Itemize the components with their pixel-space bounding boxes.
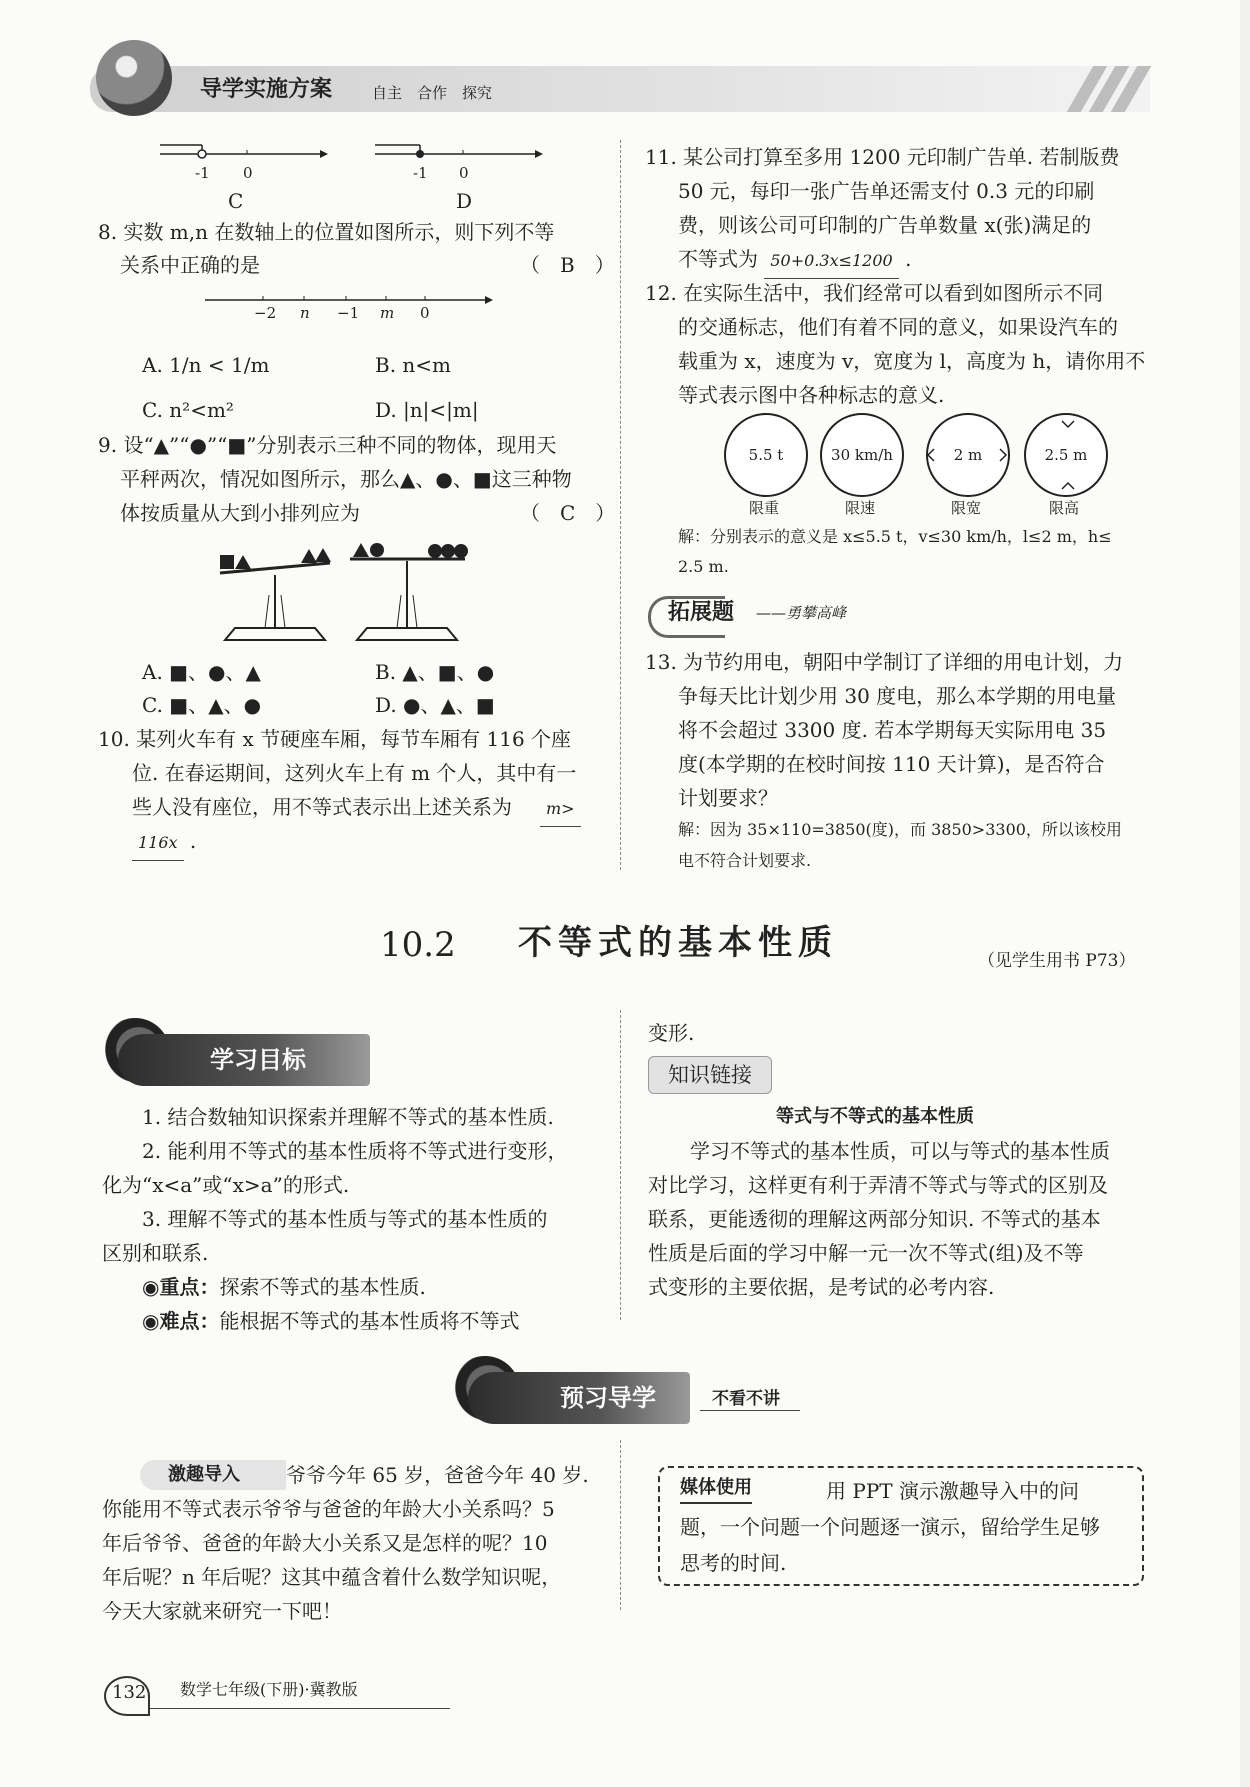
page-number: 132	[112, 1682, 147, 1703]
q13-line4: 度(本学期的在校时间按 110 天计算)，是否符合	[678, 752, 1105, 776]
q11-answer: 50+0.3x≤1200	[764, 244, 898, 279]
q10-line3: 些人没有座位，用不等式表示出上述关系为	[132, 795, 512, 819]
extension-title: 拓展题	[668, 600, 735, 625]
goals-continuation: 变形.	[648, 1021, 695, 1045]
difficult-point: ◉难点：能根据不等式的基本性质将不等式	[142, 1309, 520, 1333]
axis-tick: m	[380, 304, 395, 322]
q9-option-d: D. ●、▲、■	[375, 693, 495, 717]
sign-speed-limit: 30 km/h	[820, 413, 904, 497]
tick-label: -1	[195, 164, 210, 182]
tick-label: -1	[413, 164, 428, 182]
sign-height-limit: 2.5 m	[1024, 413, 1108, 497]
goal-2-line1: 2. 能利用不等式的基本性质将不等式进行变形，	[142, 1139, 568, 1163]
book-title: 数学七年级(下册)·冀教版	[180, 1680, 358, 1699]
q12-line2: 的交通标志，他们有着不同的意义，如果设汽车的	[678, 315, 1118, 339]
section-reference: （见学生用书 P73）	[978, 951, 1136, 971]
media-label: 媒体使用	[680, 1474, 752, 1504]
q12-solution-line1: 解：分别表示的意义是 x≤5.5 t，v≤30 km/h，l≤2 m，h≤	[678, 527, 1112, 546]
intro-text: 你能用不等式表示爷爷与爸爸的年龄大小关系吗？5	[102, 1497, 555, 1521]
section-number: 10.2	[380, 925, 456, 965]
q11-line3: 费，则该公司可印制的广告单数量 x(张)满足的	[678, 213, 1092, 237]
balance-scales	[205, 535, 475, 650]
knowledge-text: 式变形的主要依据，是考试的必考内容.	[648, 1275, 995, 1299]
sign-width-limit: 2 m	[926, 413, 1010, 497]
header-title: 导学实施方案	[200, 77, 333, 102]
goal-3-line1: 3. 理解不等式的基本性质与等式的基本性质的	[142, 1207, 548, 1231]
q13-line2: 争每天比计划少用 30 度电，那么本学期的用电量	[678, 684, 1117, 708]
q8-answer: （ B ）	[520, 253, 615, 277]
section-title: 不等式的基本性质	[518, 923, 838, 963]
q12-line1: 12. 在实际生活中，我们经常可以看到如图所示不同	[645, 281, 1104, 305]
knowledge-text: 对比学习，这样更有利于弄清不等式与等式的区别及	[648, 1173, 1108, 1197]
q13-solution-line1: 解：因为 35×110=3850(度)，而 3850>3300，所以该校用	[678, 820, 1122, 839]
q11-line1: 11. 某公司打算至多用 1200 元印制广告单. 若制版费	[645, 145, 1120, 169]
number-lines-cd	[150, 138, 550, 188]
q8-line2: 关系中正确的是	[120, 253, 260, 277]
q12-line3: 载重为 x，速度为 v，宽度为 l，高度为 h，请你用不	[678, 349, 1146, 373]
footer-rule	[150, 1708, 450, 1709]
goal-1: 1. 结合数轴知识探索并理解不等式的基本性质.	[142, 1105, 554, 1129]
q9-answer: （ C ）	[520, 501, 616, 525]
q12-solution-line2: 2.5 m.	[678, 557, 729, 576]
preview-underline	[700, 1410, 800, 1411]
q12-line4: 等式表示图中各种标志的意义.	[678, 383, 945, 407]
sign-weight-limit: 5.5 t	[724, 413, 808, 497]
q11-line4: 不等式为 50+0.3x≤1200 .	[678, 242, 911, 279]
q10-answer-part2: 116x .	[132, 824, 196, 861]
intro-text: 爷爷今年 65 岁，爸爸今年 40 岁.	[286, 1463, 589, 1487]
axis-tick: n	[300, 304, 310, 322]
axis-tick: −1	[337, 304, 360, 322]
sign-label: 限宽	[950, 499, 981, 517]
intro-text: 今天大家就来研究一下吧！	[102, 1599, 342, 1623]
intro-label: 激趣导入	[140, 1460, 286, 1490]
intro-text: 年后呢？n 年后呢？这其中蕴含着什么数学知识呢，	[102, 1565, 562, 1589]
q9-option-c: C. ■、▲、●	[142, 693, 262, 717]
q8-option-b: B. n<m	[375, 353, 452, 377]
tick-label: 0	[243, 164, 253, 182]
q13-line3: 将不会超过 3300 度. 若本学期每天实际用电 35	[678, 718, 1107, 742]
q9-option-b: B. ▲、■、●	[375, 660, 495, 684]
mascot-icon	[96, 40, 172, 116]
q8-option-d: D. |n|<|m|	[375, 398, 479, 422]
option-label-c: C	[228, 189, 244, 213]
preview-tag: 不看不讲	[712, 1389, 780, 1409]
q9-line2: 平秤两次，情况如图所示，那么▲、●、■这三种物	[120, 467, 572, 491]
q8-option-a: A. 1/n < 1/m	[142, 353, 270, 377]
sign-label: 限高	[1048, 499, 1079, 517]
extension-subtitle: ——勇攀高峰	[756, 604, 847, 622]
q8-option-c: C. n²<m²	[142, 398, 234, 422]
option-label-d: D	[456, 189, 473, 213]
sign-label: 限速	[844, 499, 875, 517]
knowledge-heading: 知识链接	[648, 1056, 772, 1094]
media-text: 用 PPT 演示激趣导入中的问	[826, 1479, 1079, 1503]
q13-solution-line2: 电不符合计划要求.	[678, 851, 812, 870]
goal-2-line2: 化为“x<a”或“x>a”的形式.	[102, 1173, 350, 1197]
key-point: ◉重点：探索不等式的基本性质.	[142, 1275, 426, 1299]
knowledge-text: 学习不等式的基本性质，可以与等式的基本性质	[690, 1139, 1110, 1163]
q9-option-a: A. ■、●、▲	[142, 660, 261, 684]
q10-line1: 10. 某列火车有 x 节硬座车厢，每节车厢有 116 个座	[98, 727, 572, 751]
q9-line1: 9. 设“▲”“●”“■”分别表示三种不同的物体，现用天	[98, 433, 557, 457]
q13-line1: 13. 为节约用电，朝阳中学制订了详细的用电计划，力	[645, 650, 1124, 674]
knowledge-title: 等式与不等式的基本性质	[776, 1106, 974, 1127]
q13-line5: 计划要求？	[678, 786, 778, 810]
knowledge-text: 性质是后面的学习中解一元一次不等式(组)及不等	[648, 1241, 1084, 1265]
header-tags: 自主 合作 探究	[372, 84, 493, 102]
knowledge-text: 联系，更能透彻的理解这两部分知识. 不等式的基本	[648, 1207, 1101, 1231]
sign-label: 限重	[748, 499, 779, 517]
q9-line3: 体按质量从大到小排列应为	[120, 501, 360, 525]
preview-heading: 预习导学	[468, 1372, 690, 1424]
media-text: 题，一个问题一个问题逐一演示，留给学生足够	[680, 1515, 1100, 1539]
column-divider	[620, 1440, 621, 1610]
intro-text: 年后爷爷、爸爸的年龄大小关系又是怎样的呢？10	[102, 1531, 548, 1555]
q10-answer-part1: m>	[540, 790, 581, 827]
axis-tick: 0	[420, 304, 430, 322]
column-divider	[620, 1010, 621, 1320]
tick-label: 0	[459, 164, 469, 182]
column-divider	[620, 140, 621, 870]
media-text: 思考的时间.	[680, 1551, 787, 1575]
goal-3-line2: 区别和联系.	[102, 1241, 209, 1265]
q11-line2: 50 元，每印一张广告单还需支付 0.3 元的印刷	[678, 179, 1095, 203]
q10-line2: 位. 在春运期间，这列火车上有 m 个人，其中有一	[132, 761, 577, 785]
q8-line1: 8. 实数 m,n 在数轴上的位置如图所示，则下列不等	[98, 220, 555, 244]
goals-heading: 学习目标	[118, 1034, 370, 1086]
axis-tick: −2	[254, 304, 277, 322]
sign-arrows	[926, 413, 1110, 497]
